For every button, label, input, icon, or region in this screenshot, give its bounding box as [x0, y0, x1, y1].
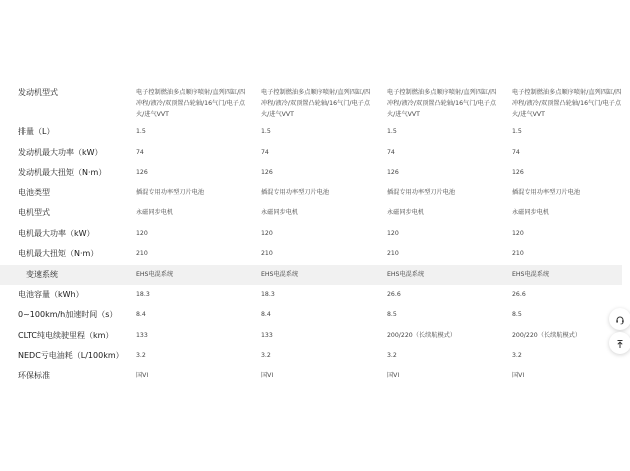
spec-value: 8.4	[261, 311, 271, 318]
spec-value: 133	[261, 332, 273, 339]
spec-label: 环保标准	[18, 371, 50, 380]
spec-value: 电子控制燃油多点顺序喷射/直列四缸/四冲程/液冷/双顶置凸轮轴/16气门/电子点火/进气VVT	[387, 89, 497, 118]
spec-value: 1.5	[387, 128, 397, 135]
spec-value: 插混专用功率型刀片电池	[261, 189, 330, 196]
spec-value: 120	[261, 230, 273, 237]
spec-value: 120	[136, 230, 148, 237]
spec-value: 120	[512, 230, 524, 237]
spec-value: 电子控制燃油多点顺序喷射/直列四缸/四冲程/液冷/双顶置凸轮轴/16气门/电子点火/进气VVT	[261, 89, 371, 118]
spec-label: 电池容量（kWh）	[18, 290, 84, 299]
spec-label: 电机最大功率（kW）	[18, 229, 95, 238]
spec-value: 18.3	[261, 291, 275, 298]
spec-value: 200/220（长续航模式）	[512, 332, 582, 339]
spec-label: 电池类型	[18, 188, 50, 197]
spec-row	[0, 308, 622, 326]
spec-value: 126	[387, 169, 399, 176]
spec-value: 3.2	[261, 352, 271, 359]
spec-value: 210	[261, 250, 273, 257]
spec-value: 永磁同步电机	[512, 209, 550, 216]
customer-service-button[interactable]	[609, 308, 630, 330]
spec-value: 120	[387, 230, 399, 237]
spec-value: 210	[136, 250, 148, 257]
spec-value: 3.2	[512, 352, 522, 359]
spec-value: 126	[261, 169, 273, 176]
spec-value: 永磁同步电机	[136, 209, 174, 216]
spec-value: 126	[512, 169, 524, 176]
spec-value: 74	[261, 149, 269, 156]
spec-row	[0, 166, 622, 184]
spec-row	[0, 146, 622, 164]
spec-value: 8.5	[387, 311, 397, 318]
spec-label: 发动机最大功率（kW）	[18, 148, 103, 157]
back-to-top-button[interactable]	[609, 332, 630, 354]
spec-label: 排量（L）	[18, 127, 55, 136]
spec-value: 国VI	[136, 372, 149, 379]
spec-value: 1.5	[261, 128, 271, 135]
spec-row	[0, 329, 622, 347]
spec-value: 永磁同步电机	[261, 209, 299, 216]
spec-value: 8.4	[136, 311, 146, 318]
spec-value: 210	[387, 250, 399, 257]
back-to-top-icon	[615, 334, 625, 353]
spec-label: NEDC亏电油耗（L/100km）	[18, 351, 124, 360]
spec-value: 126	[136, 169, 148, 176]
spec-value: 74	[387, 149, 395, 156]
spec-value: 133	[136, 332, 148, 339]
spec-row	[0, 86, 622, 122]
spec-label: 0~100km/h加速时间（s）	[18, 310, 118, 319]
spec-value: 26.6	[387, 291, 401, 298]
spec-value: 国VI	[261, 372, 274, 379]
spec-value: 8.5	[512, 311, 522, 318]
spec-value: 3.2	[387, 352, 397, 359]
spec-value: 1.5	[136, 128, 146, 135]
spec-value: EHS电混系统	[512, 271, 550, 278]
spec-label: 发动机最大扭矩（N·m）	[18, 168, 107, 177]
spec-value: EHS电混系统	[387, 271, 425, 278]
spec-row	[0, 349, 622, 367]
spec-value: 26.6	[512, 291, 526, 298]
spec-row	[0, 125, 622, 143]
spec-row	[0, 227, 622, 245]
spec-row	[0, 288, 622, 306]
spec-value: EHS电混系统	[136, 271, 174, 278]
spec-value: 永磁同步电机	[387, 209, 425, 216]
spec-row	[0, 369, 622, 387]
spec-value: 74	[136, 149, 144, 156]
spec-row	[0, 206, 622, 224]
spec-value: 电子控制燃油多点顺序喷射/直列四缸/四冲程/液冷/双顶置凸轮轴/16气门/电子点火/进气VVT	[512, 89, 622, 118]
headset-icon	[615, 310, 625, 329]
spec-value: 电子控制燃油多点顺序喷射/直列四缸/四冲程/液冷/双顶置凸轮轴/16气门/电子点火/进气VVT	[136, 89, 246, 118]
spec-row	[0, 247, 622, 265]
spec-value: 插混专用功率型刀片电池	[512, 189, 581, 196]
spec-value: EHS电混系统	[261, 271, 299, 278]
spec-value: 74	[512, 149, 520, 156]
spec-value: 3.2	[136, 352, 146, 359]
spec-value: 18.3	[136, 291, 150, 298]
spec-row	[0, 186, 622, 204]
spec-value: 插混专用功率型刀片电池	[387, 189, 456, 196]
spec-value: 200/220（长续航模式）	[387, 332, 457, 339]
spec-label: 变速系统	[26, 270, 58, 279]
spec-group-row	[0, 265, 622, 285]
spec-value: 210	[512, 250, 524, 257]
spec-label: 电机型式	[18, 208, 50, 217]
spec-value: 插混专用功率型刀片电池	[136, 189, 205, 196]
spec-value: 1.5	[512, 128, 522, 135]
spec-label: CLTC纯电续驶里程（km）	[18, 331, 114, 340]
spec-value: 国VI	[387, 372, 400, 379]
spec-value: 国VI	[512, 372, 525, 379]
spec-label: 电机最大扭矩（N·m）	[18, 249, 99, 258]
spec-label: 发动机型式	[18, 88, 58, 97]
